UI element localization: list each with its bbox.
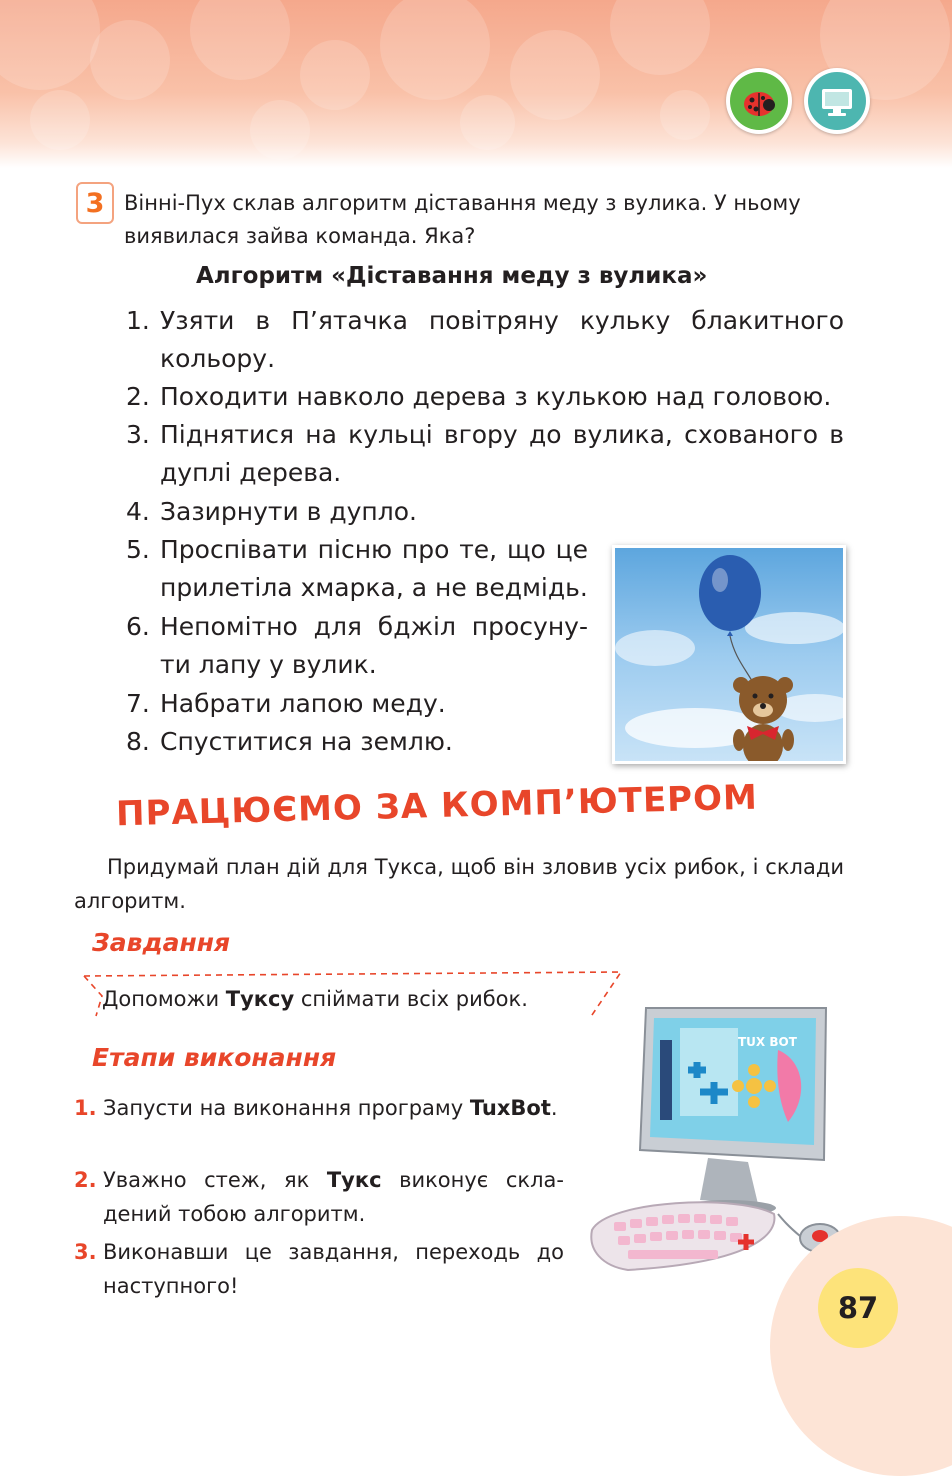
monitor-icon <box>804 68 870 134</box>
page-number: 87 <box>818 1268 898 1348</box>
step-number: 5. <box>126 535 150 564</box>
section-paragraph: Придумай план дій для Тукса, щоб він зловив усіх рибок, і склади алгоритм. <box>74 855 844 913</box>
step-number: 4. <box>126 497 150 526</box>
computer-illustration <box>588 1000 848 1280</box>
step-number: 3. <box>126 420 150 449</box>
task-text-part: Допоможи <box>102 987 226 1011</box>
algorithm-step <box>126 685 588 723</box>
step-number: 1. <box>126 306 150 335</box>
step-text: Спуститися на землю. <box>160 727 453 756</box>
step-text: Піднятися на кульці вгору до вулика, схованого в дуплі дерева. <box>160 420 844 487</box>
algorithm-step <box>126 378 844 416</box>
algorithm-step <box>126 723 588 761</box>
stage-text-part: Уважно стеж, як <box>103 1168 327 1192</box>
algorithm-step <box>126 531 588 607</box>
task-box-text <box>102 987 528 1011</box>
stage-number: 3. <box>74 1240 97 1264</box>
algorithm-step <box>126 416 844 492</box>
page-header-band <box>0 0 952 168</box>
algorithm-step <box>126 302 844 378</box>
stage-item <box>74 1235 564 1303</box>
step-text: Непомітно для бджіл просуну-ти лапу у вулик. <box>160 612 588 679</box>
bear-balloon-illustration <box>612 545 846 764</box>
stage-text-part: Запусти на виконання програму <box>103 1096 470 1120</box>
stage-text <box>103 1163 564 1231</box>
stage-text-part: виконує скла-дений тобою алгоритм. <box>103 1168 564 1226</box>
stages-label: Етапи виконання <box>92 1043 337 1072</box>
task-intro-text: Вінні-Пух склав алгоритм діставання меду з вулика. У ньому виявилася зайва команда. Яка? <box>124 191 801 248</box>
stage-text-part: . <box>550 1096 558 1120</box>
stage-number: 1. <box>74 1096 97 1120</box>
task-text-part: спіймати всіх рибок. <box>294 987 528 1011</box>
step-number: 2. <box>126 382 150 411</box>
task-text-bold: Туксу <box>225 987 295 1011</box>
stage-number: 2. <box>74 1168 97 1192</box>
step-text: Набрати лапою меду. <box>160 689 446 718</box>
section-heading: ПРАЦЮЄМО ЗА КОМП’ЮТЕРОМ <box>115 777 759 835</box>
algorithm-step <box>126 493 844 531</box>
stage-text-bold: Тукс <box>326 1168 382 1192</box>
algorithm-step <box>126 608 588 684</box>
stage-text-part: Виконавши це завдання, переходь до наступного! <box>103 1240 564 1298</box>
step-text: Узяти в П’ятачка повітряну кульку блакитного кольору. <box>160 306 844 373</box>
stage-item <box>74 1163 564 1231</box>
task-label: Завдання <box>92 928 231 957</box>
step-number: 7. <box>126 689 150 718</box>
step-text: Зазирнути в дупло. <box>160 497 417 526</box>
stage-text-bold: TuxBot <box>469 1096 551 1120</box>
monitor-logo: TUX BOT <box>738 1035 797 1049</box>
step-number: 8. <box>126 727 150 756</box>
algorithm-title: Алгоритм «Діставання меду з вулика» <box>196 263 708 289</box>
ladybug-icon <box>726 68 792 134</box>
stage-item <box>74 1091 564 1125</box>
step-text: Походити навколо дерева з кулькою над головою. <box>160 382 832 411</box>
step-text: Проспівати пісню про те, що це прилетіла хмарка, а не ведмідь. <box>160 535 588 602</box>
step-number: 6. <box>126 612 150 641</box>
stage-text <box>103 1091 558 1125</box>
task-number-badge: 3 <box>76 182 114 224</box>
stage-text <box>103 1235 564 1303</box>
